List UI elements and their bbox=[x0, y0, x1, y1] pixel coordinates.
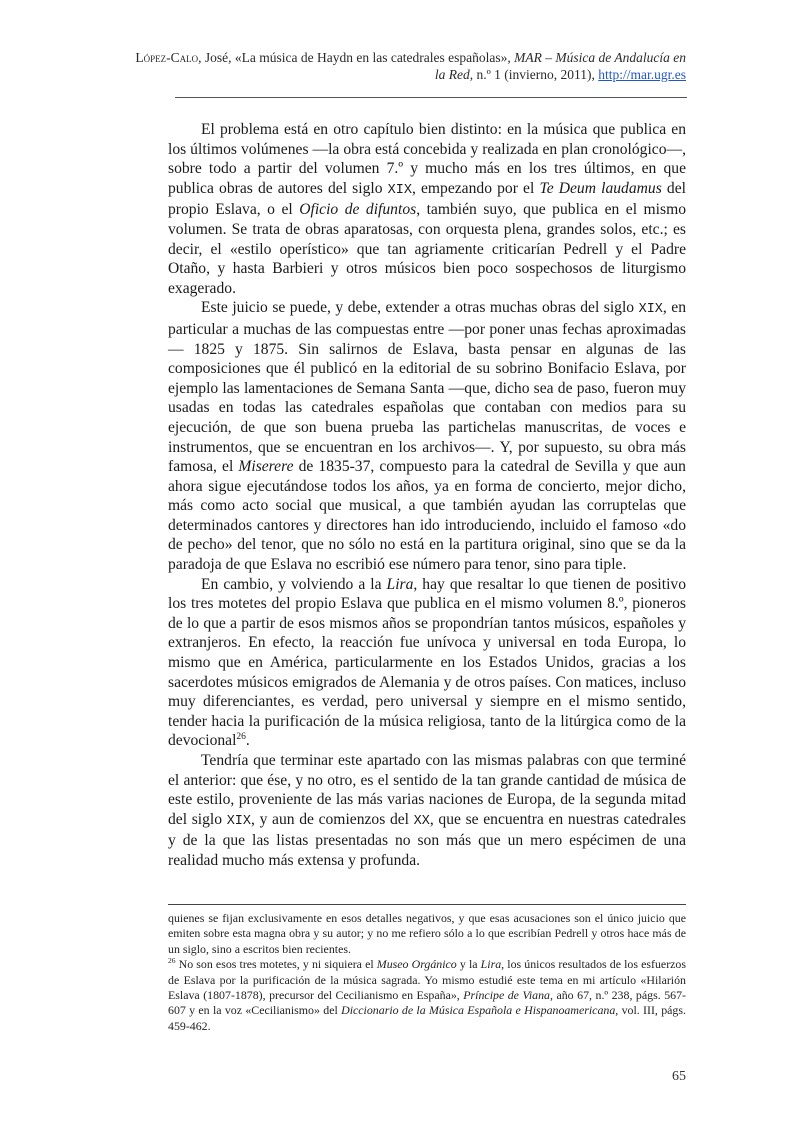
header-divider bbox=[175, 97, 687, 98]
page-number: 65 bbox=[672, 1069, 686, 1084]
article-body bbox=[168, 120, 686, 871]
journal-title: MAR – Música de Andalucía en la Red bbox=[434, 50, 686, 82]
footnotes bbox=[168, 911, 686, 1034]
author-name: López-Calo bbox=[135, 50, 199, 65]
footnote-ref-26[interactable]: 26 bbox=[236, 732, 246, 743]
journal-url-link[interactable]: http://mar.ugr.es bbox=[598, 67, 686, 82]
footnote-26: $^{26}$ No son esos tres motetes, y ni siquiera el Museo Orgánico y la Lira, los únicos resultados de los esfuerzos de Eslava por la purificación de la música sagrada. Yo mismo estudié este tema en mi artículo «Hilarión Eslava (1807-1878), precursor del Cecilianismo en España», Príncipe de Viana, año 67, n.º 238, págs. 567-607 y en la voz «Cecilianismo» del Diccionario de la Música Española e Hispanoamericana, vol. III, págs. 459-462. bbox=[168, 956, 687, 1033]
paragraph-2: Este juicio se puede, y debe, extender a otras muchas obras del siglo XIX, en particular a muchas de las compuestas entre —por poner unas fechas aproximadas— 1825 y 1875. Sin salirnos de Eslava, basta pensar en algunas de las composiciones que él publicó en la editorial de su sobrino Bonifacio Eslava, por ejemplo las lamentaciones de Semana Santa —que, dicho sea de paso, fueron muy usadas en todas las catedrales españolas que contaban con medios para su ejecución, de que son buena prueba las partichelas manuscritas, de voces e instrumentos, que se encuentran en los archivos—. Y, por supuesto, su obra más famosa, el Miserere de 1835-37, compuesto para la catedral de Sevilla y que aun ahora sigue ejecutándose todos los años, ya en forma de concierto, mejor dicho, más como acto social que musical, a que también ayudan las corruptelas que determinados cantores y directores han ido introduciendo, incluido el famoso «do de pecho» del tenor, que no sólo no está en la partitura original, sino que se da la paradoja de que Eslava no escribió ese número para tenor, sino para tiple. bbox=[168, 299, 687, 574]
paragraph-3: En cambio, y volviendo a la Lira, hay que resaltar lo que tienen de positivo los tres motetes del propio Eslava que publica en el mismo volumen 8.º, pioneros de lo que a partir de esos mismos años se propondrían tantos músicos, españoles y extranjeros. En efecto, la reacción fue unívoca y universal en toda Europa, lo mismo que en América, particularmente en los Estados Unidos, gracias a los sacerdotes músicos emigrados de Alemania y de otros países. Con matices, incluso muy diferenciantes, es verdad, pero universal y siempre en el mismo sentido, tender hacia la purificación de la música religiosa, tanto de la litúrgica como de la devocional$^{26}$. bbox=[168, 575, 686, 750]
footnote-divider bbox=[168, 904, 686, 905]
issue-info: , n.º 1 (invierno, 2011), bbox=[469, 67, 599, 82]
footnote-continuation: quienes se fijan exclusivamente en esos detalles negativos, y que esas acusaciones son el único juicio que emiten sobre esta magna obra y su autor; y no me refiero sólo a lo que escribían Pedrell y otros hace más de un siglo, sino a escritos bien recientes. bbox=[168, 911, 686, 956]
paragraph-4: Tendría que terminar este apartado con las mismas palabras con que terminé el anterior: que ése, y no otro, es el sentido de la tan grande cantidad de música de este estilo, proveniente de las más varias naciones de Europa, de la segunda mitad del siglo XIX, y aun de comienzos del XX, que se encuentra en nuestras catedrales y de la que las listas presentadas no son más que un mero espécimen de una realidad mucho más extensa y profunda. bbox=[168, 752, 686, 869]
footnote-number: 26 bbox=[168, 956, 176, 966]
paragraph-1: El problema está en otro capítulo bien distinto: en la música que publica en los últimos volúmenes —la obra está concebida y realizada en plan cronológico—, sobre todo a partir del volumen 7.º y mucho más en los tres últimos, en que publica obras de autores del siglo XIX, empezando por el Te Deum laudamus del propio Eslava, o el Oficio de difuntos, también suyo, que publica en el mismo volumen. Se trata de obras aparatosas, con orquesta plena, grandes solos, etc.; es decir, el «estilo operístico» que tan agriamente criticarían Pedrell y el Padre Otaño, y hasta Barbieri y otros músicos bien poco sospechosos de liturgismo exagerado. bbox=[168, 121, 687, 297]
running-header bbox=[126, 49, 686, 83]
citation-title: , José, «La música de Haydn en las catedrales españolas», bbox=[198, 50, 515, 65]
